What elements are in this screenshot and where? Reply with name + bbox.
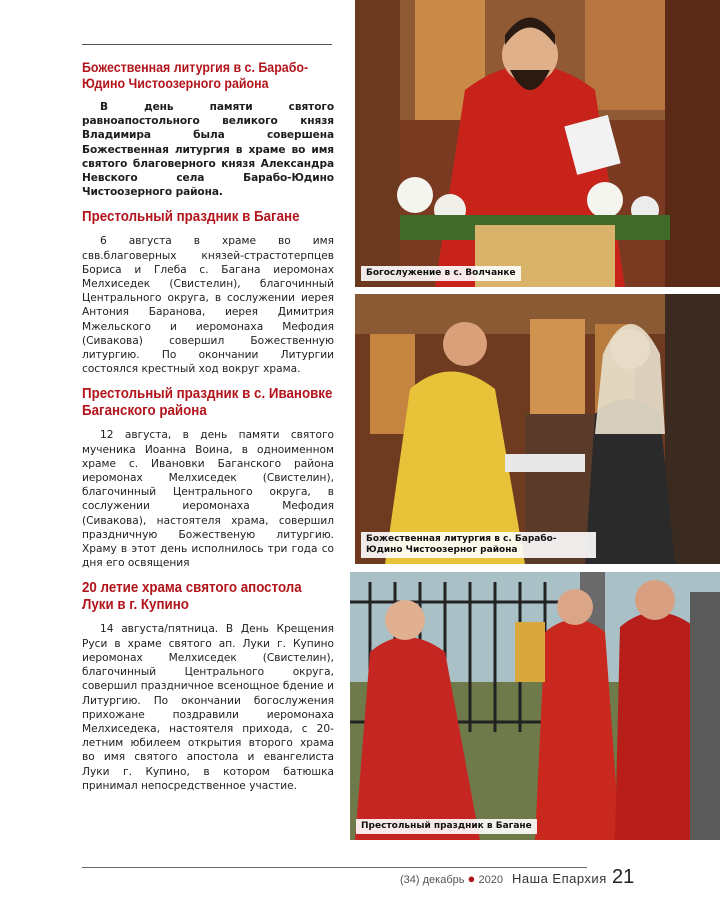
photo-barabo: [355, 294, 720, 564]
section-title: 20 летие храма святого апостола Луки в г. Купино: [82, 580, 302, 614]
photo-bagan: [350, 572, 720, 840]
section-title: Божественная литургия в с. Барабо-Юдино Чистоозерного района: [82, 60, 309, 91]
section-body: 12 августа, в день памяти святого мученика Иоанна Воина, в одноименном храме с. Ивановки Баганского района иеромонах Мелхиседек (Свистелин), благочинный Центрального округа, в сослужении иеромонаха Мефодия (Сивакова), настоятеля храма, совершил праздничную Божественую литургию. Храму в этот день исполнилось три года со дня его освящения: [82, 429, 334, 570]
photo-barabo-image: [355, 294, 720, 564]
footer-year: 2020: [478, 874, 503, 886]
page-footer: [400, 871, 607, 886]
footer-rule: [82, 867, 587, 868]
section-body: 14 августа/пятница. В День Крещения Руси в храме святого ап. Луки г. Купино иеромонах Мелхиседек (Свистелин), благочинный Центрального округа, совершил праздничное всенощное бдение и Литургию. По окончании богослужения прихожане поздравили иеромонаха Мелхиседека, настоятеля прихода, с 20-летним юбилеем открытия второго храма во имя святого апостола и евангелиста Луки г. Купино, в котором батюшка принимал непосредственное участие.: [82, 623, 334, 792]
section-title: Престольный праздник в Багане: [82, 209, 300, 226]
section-body: 6 августа в храме во имя свв.благоверных князей-страстотерпцев Бориса и Глеба с. Багана иеромонах Мелхиседек (Свистелин), благочинный Центрального округа, в сослужении иерея Антония Баранова, иерея Димитрия Мжельского и иеромонаха Мефодия (Сивакова) совершил Божественную литургию. По окончании Литургии состоялся крестный ход вокруг храма.: [82, 235, 334, 376]
section-title: Престольный праздник в с. Ивановке Баганского района: [82, 386, 333, 420]
photo-caption: Божественная литургия в с. Барабо-Юдино Чистоозерног района: [361, 532, 596, 558]
photo-bagan-image: [350, 572, 720, 840]
section-liturgy-barabo: [82, 60, 334, 199]
article-column: [82, 60, 334, 803]
section-feast-ivanovka: [82, 386, 334, 570]
footer-dot-icon: ●: [467, 871, 476, 886]
photo-caption: Богослужение в с. Волчанке: [361, 266, 521, 281]
page-number: 21: [612, 866, 635, 888]
photo-volchanka-image: [355, 0, 720, 287]
top-rule: [82, 44, 332, 45]
photo-caption: Престольный праздник в Багане: [356, 819, 537, 834]
section-body: В день памяти святого равноапостольного великого князя Владимира была совершена Божественная литургия в храме во имя святого благоверного князя Александра Невского села Барабо-Юдино Чистоозерного района.: [82, 101, 334, 199]
footer-issue: (34) декабрь: [400, 874, 465, 886]
photo-volchanka: [355, 0, 720, 287]
section-feast-bagan: [82, 209, 334, 376]
footer-magazine: Наша Епархия: [512, 871, 607, 886]
section-anniversary-kupino: [82, 580, 334, 792]
